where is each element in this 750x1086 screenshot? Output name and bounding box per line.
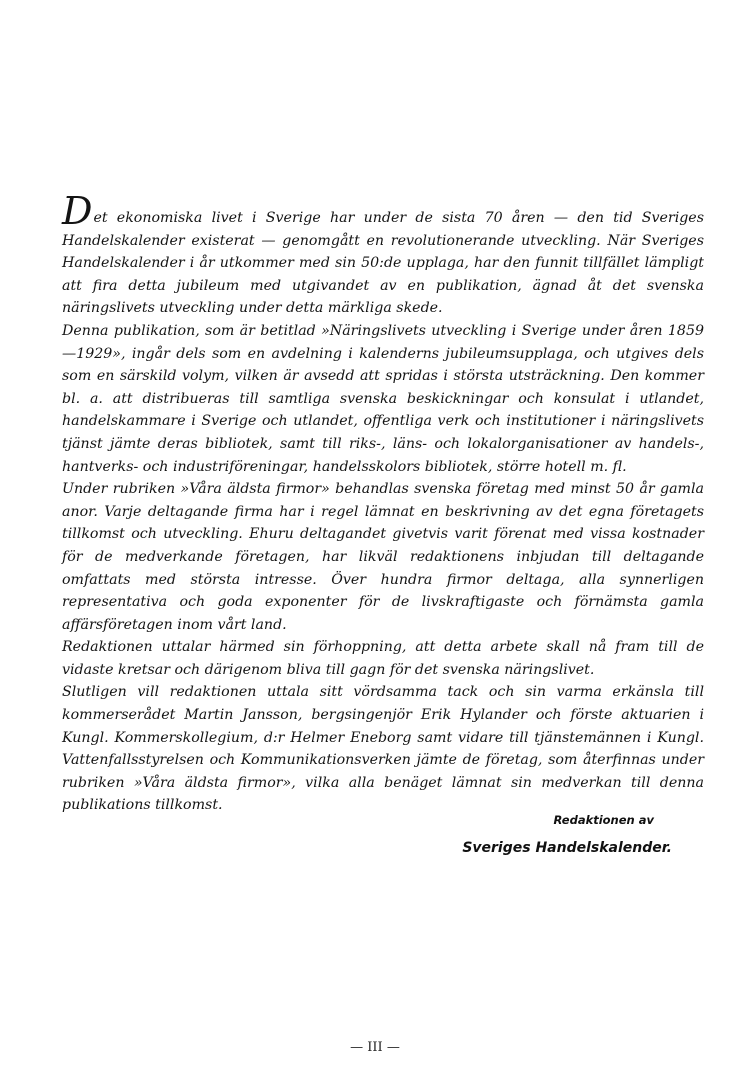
- paragraph-1-text: et ekonomiska livet i Sverige har under de sista 70 åren — den tid Sveriges Handelskalender existerat — genomgått en revolutionerande utveckling. När Sveriges Handelskalender i år utkommer med sin 50:de upplaga, har den funnit tillfället lämpligt att fira detta jubileum med utgivandet av en publikation, ägnad åt det svenska näringslivets utveckling under detta märkliga skede.: [62, 210, 704, 317]
- preface-text: [62, 189, 704, 817]
- paragraph-5: Slutligen vill redaktionen uttala sitt vördsamma tack och sin varma erkänsla till kommerserådet Martin Jansson, bergsingenjör Erik Hylander och förste aktuarien i Kungl. Kommerskollegium, d:r Helmer Eneborg samt vidare till tjänstemännen i Kungl. Vattenfallsstyrelsen och Kommunikationsverken jämte de företag, som återfinnas under rubriken »Våra äldsta firmor», vilka alla benäget lämnat sin medverkan till denna publikations tillkomst.: [62, 684, 704, 814]
- paragraph-2: Denna publikation, som är betitlad »Näringslivets utveckling i Sverige under åren 1859—1929», ingår dels som en avdelning i kalenderns jubileumsupplaga, och utgives dels som en särskild volym, vilken är avsedd att spridas i största utsträckning. Den kommer bl. a. att distribueras till samtliga svenska beskickningar och konsulat i utlandet, handelskammare i Sverige och utlandet, offentliga verk och institutioner i näringslivets tjänst jämte deras bibliotek, samt till riks-, läns- och lokalorganisationer av handels-, hantverks- och industriföreningar, handelsskolors bibliotek, större hotell m. fl.: [62, 322, 704, 475]
- signature-line-1: Redaktionen av: [553, 813, 654, 827]
- drop-cap: D: [62, 189, 93, 233]
- signature-line-2: Sveriges Handelskalender.: [462, 840, 672, 856]
- signature: [462, 812, 672, 860]
- paragraph-4: Redaktionen uttalar härmed sin förhoppning, att detta arbete skall nå fram till de vidaste kretsar och därigenom bliva till gagn för det svenska näringslivet.: [62, 639, 704, 678]
- paragraph-3: Under rubriken »Våra äldsta firmor» behandlas svenska företag med minst 50 år gamla anor. Varje deltagande firma har i regel lämnat en beskrivning av det egna företagets tillkomst och utveckling. Ehuru deltagandet givetvis varit förenat med vissa kostnader för de medverkande företagen, har likväl redaktionens inbjudan till deltagande omfattats med största intresse. Över hundra firmor deltaga, alla synnerligen representativa och goda exponenter för de livskraftigaste och förnämsta gamla affärsföretagen inom vårt land.: [62, 481, 704, 633]
- paragraph-1: [62, 189, 704, 320]
- page-number: — III —: [350, 1040, 400, 1055]
